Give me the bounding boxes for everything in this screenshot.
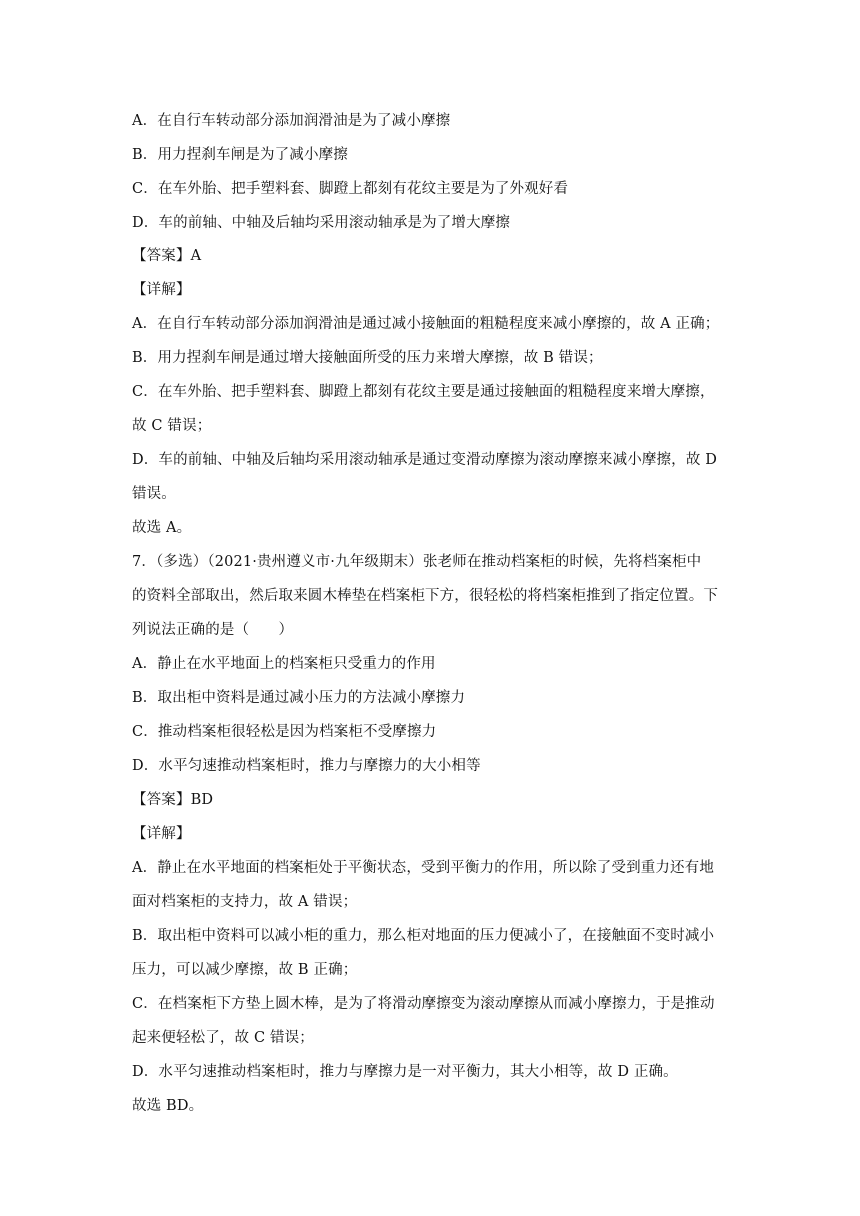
conclusion-q6: 故选 A。: [132, 520, 192, 536]
question-7-stem: 的资料全部取出，然后取来圆木棒垫在档案柜下方，很轻松的将档案柜推到了指定位置。下: [132, 588, 718, 604]
explanation-line: A．静止在水平地面的档案柜处于平衡状态，受到平衡力的作用，所以除了受到重力还有地: [132, 860, 714, 876]
explanation-line: 压力，可以减少摩擦，故 B 正确；: [132, 962, 358, 978]
option-d-q6: D．车的前轴、中轴及后轴均采用滚动轴承是为了增大摩擦: [132, 215, 511, 231]
answer-q6: 【答案】A: [132, 248, 202, 264]
explanation-line: D．水平匀速推动档案柜时，推力与摩擦力是一对平衡力，其大小相等，故 D 正确。: [132, 1064, 678, 1080]
explanation-line: D．车的前轴、中轴及后轴均采用滚动轴承是通过变滑动摩擦为滚动摩擦来减小摩擦，故 D: [132, 452, 718, 468]
explanation-heading-q7: 【详解】: [132, 826, 191, 842]
option-c-q7: C．推动档案柜很轻松是因为档案柜不受摩擦力: [132, 724, 437, 740]
explanation-line: 故 C 错误；: [132, 418, 212, 434]
explanation-line: B．取出柜中资料可以减小柜的重力，那么柜对地面的压力便减小了，在接触面不变时减小: [132, 928, 715, 944]
option-a-q6: A．在自行车转动部分添加润滑油是为了减小摩擦: [132, 113, 451, 129]
question-7-stem: 7．（多选）（2021·贵州遵义市·九年级期末）张老师在推动档案柜的时候，先将档案柜中: [132, 554, 702, 570]
explanation-line: B．用力捏刹车闸是通过增大接触面所受的压力来增大摩擦，故 B 错误；: [132, 350, 603, 366]
option-b-q7: B．取出柜中资料是通过减小压力的方法减小摩擦力: [132, 690, 466, 706]
explanation-line: 起来便轻松了，故 C 错误；: [132, 1030, 314, 1046]
question-7-stem: 列说法正确的是（ ）: [132, 622, 294, 638]
option-c-q6: C．在车外胎、把手塑料套、脚蹬上都刻有花纹主要是为了外观好看: [132, 181, 569, 197]
explanation-line: C．在档案柜下方垫上圆木棒，是为了将滑动摩擦变为滚动摩擦从而减小摩擦力，于是推动: [132, 996, 715, 1012]
explanation-line: A．在自行车转动部分添加润滑油是通过减小接触面的粗糙程度来减小摩擦的，故 A 正确；: [132, 316, 720, 332]
explanation-line: C．在车外胎、把手塑料套、脚蹬上都刻有花纹主要是通过接触面的粗糙程度来增大摩擦，: [132, 384, 715, 400]
explanation-line: 错误。: [132, 486, 176, 502]
answer-q7: 【答案】BD: [132, 792, 214, 808]
explanation-line: 面对档案柜的支持力，故 A 错误；: [132, 894, 358, 910]
option-a-q7: A．静止在水平地面上的档案柜只受重力的作用: [132, 656, 436, 672]
option-d-q7: D．水平匀速推动档案柜时，推力与摩擦力的大小相等: [132, 758, 481, 774]
explanation-heading-q6: 【详解】: [132, 282, 191, 298]
conclusion-q7: 故选 BD。: [132, 1098, 204, 1114]
option-b-q6: B．用力捏刹车闸是为了减小摩擦: [132, 147, 348, 163]
